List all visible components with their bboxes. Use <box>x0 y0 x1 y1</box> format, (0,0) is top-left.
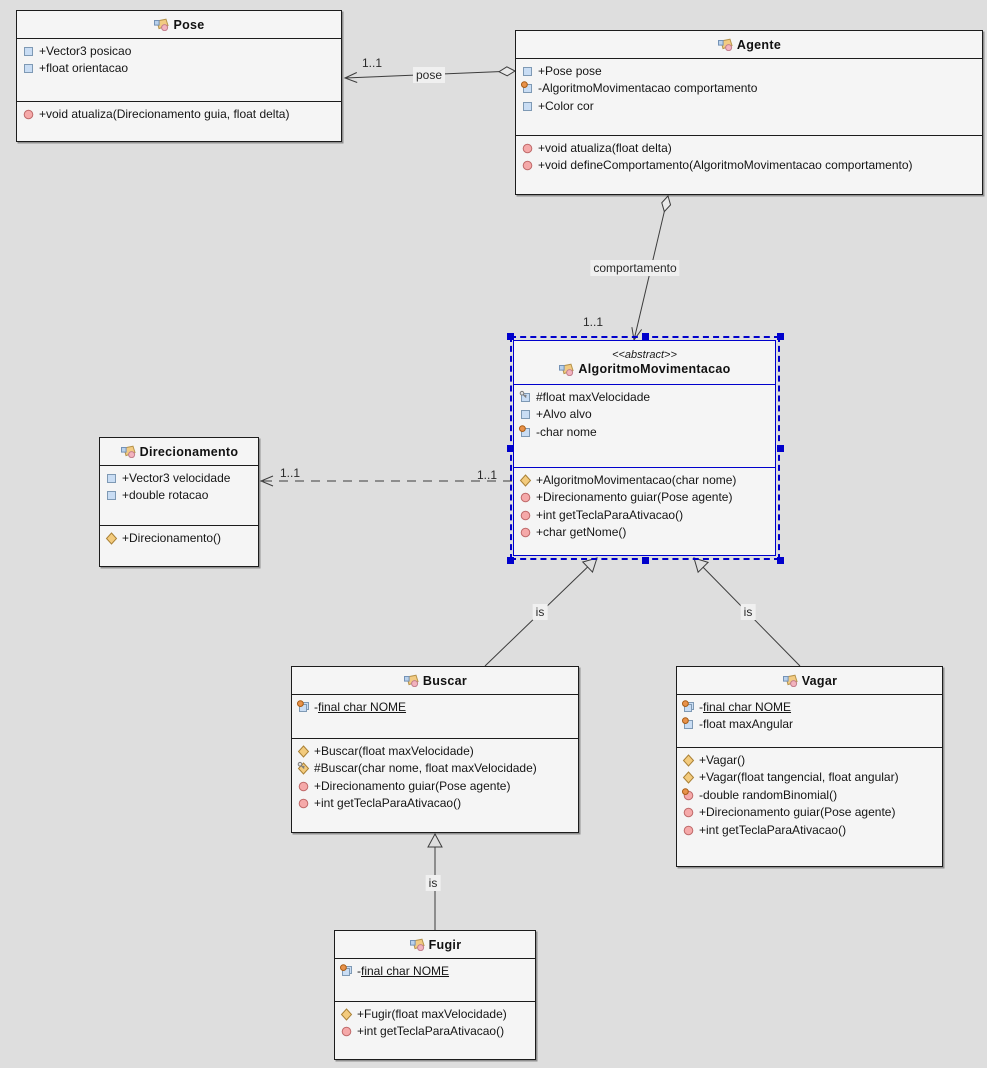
class-title-pose[interactable] <box>17 11 341 38</box>
attribute-row[interactable] <box>22 60 337 78</box>
member-text: #float maxVelocidade <box>536 389 651 404</box>
class-name: Agente <box>736 37 782 52</box>
selection-handle[interactable] <box>507 557 514 564</box>
class-title-direcionamento[interactable] <box>100 438 258 465</box>
edge-name-label[interactable]: pose <box>413 67 445 83</box>
attribute-row[interactable] <box>521 97 978 115</box>
selection-handle[interactable] <box>507 333 514 340</box>
class-icon <box>717 38 733 51</box>
attribute-section <box>335 958 535 1001</box>
selection-handle[interactable] <box>777 445 784 452</box>
attribute-row[interactable] <box>105 469 254 487</box>
member-text: -final char NOME <box>699 699 792 714</box>
method-section <box>677 747 942 866</box>
method-public-icon <box>521 141 534 155</box>
method-private-icon <box>682 788 695 802</box>
attribute-row[interactable] <box>340 962 531 980</box>
member-text: +void atualiza(float delta) <box>538 140 672 155</box>
member-text: +Direcionamento guiar(Pose agente) <box>314 778 511 793</box>
method-row[interactable] <box>297 777 574 795</box>
attribute-row[interactable] <box>521 62 978 80</box>
method-section <box>292 738 578 832</box>
method-row[interactable] <box>682 751 938 769</box>
method-public-icon <box>297 796 310 810</box>
method-row[interactable] <box>297 760 574 778</box>
field-private-icon <box>682 717 695 731</box>
class-name: Buscar <box>422 673 468 688</box>
multiplicity-label[interactable]: 1..1 <box>361 56 383 70</box>
constructor-public-icon <box>682 753 695 767</box>
attribute-section <box>677 694 942 747</box>
field-private-static-icon <box>340 964 353 978</box>
member-text: +int getTeclaParaAtivacao() <box>699 822 847 837</box>
constructor-public-icon <box>297 744 310 758</box>
member-text: +Direcionamento() <box>122 530 222 545</box>
method-public-icon <box>22 107 35 121</box>
class-icon <box>409 938 425 951</box>
class-name: Fugir <box>428 937 462 952</box>
member-text: +Buscar(float maxVelocidade) <box>314 743 474 758</box>
member-text: -double randomBinomial() <box>699 787 838 802</box>
selection-handle[interactable] <box>777 333 784 340</box>
edge-name-label[interactable]: is <box>533 604 548 620</box>
constructor-public-icon <box>682 770 695 784</box>
constructor-public-icon <box>105 531 118 545</box>
method-row[interactable] <box>521 157 978 175</box>
member-text: +Alvo alvo <box>536 407 592 422</box>
method-row[interactable] <box>682 786 938 804</box>
member-text: +Direcionamento guiar(Pose agente) <box>536 490 733 505</box>
stereotype-label: <<abstract>> <box>612 349 677 361</box>
multiplicity-label[interactable]: 1..1 <box>476 468 498 482</box>
field-public-icon <box>105 488 118 502</box>
attribute-section <box>100 465 258 525</box>
method-row[interactable] <box>297 795 574 813</box>
selection-handle[interactable] <box>642 333 649 340</box>
member-text: +Fugir(float maxVelocidade) <box>357 1006 507 1021</box>
class-name: Vagar <box>801 673 838 688</box>
class-title-buscar[interactable] <box>292 667 578 694</box>
class-box-vagar[interactable] <box>676 666 943 867</box>
member-text: +Vagar() <box>699 752 746 767</box>
attribute-row[interactable] <box>22 42 337 60</box>
member-text: +int getTeclaParaAtivacao() <box>357 1024 505 1039</box>
member-text: +int getTeclaParaAtivacao() <box>314 796 462 811</box>
selection-rect <box>510 336 780 560</box>
member-text: +int getTeclaParaAtivacao() <box>536 507 684 522</box>
selection-handle[interactable] <box>777 557 784 564</box>
field-public-icon <box>521 64 534 78</box>
class-icon <box>782 674 798 687</box>
attribute-row[interactable] <box>682 716 938 734</box>
member-text: +void atualiza(Direcionamento guia, float delta) <box>39 106 290 121</box>
member-text: -float maxAngular <box>699 717 794 732</box>
method-row[interactable] <box>105 529 254 547</box>
method-row[interactable] <box>340 1005 531 1023</box>
method-public-icon <box>297 779 310 793</box>
attribute-section <box>292 694 578 738</box>
member-text: +Direcionamento guiar(Pose agente) <box>699 805 896 820</box>
class-title-agente[interactable] <box>516 31 982 58</box>
attribute-row[interactable] <box>682 698 938 716</box>
member-text: +float orientacao <box>39 61 129 76</box>
field-private-icon <box>521 81 534 95</box>
method-section <box>516 135 982 194</box>
class-title-vagar[interactable] <box>677 667 942 694</box>
member-text: +char getNome() <box>536 525 627 540</box>
member-text: -AlgoritmoMovimentacao comportamento <box>538 81 758 96</box>
multiplicity-label[interactable]: 1..1 <box>279 466 301 480</box>
member-text: +Pose pose <box>538 63 602 78</box>
edge-name-label[interactable]: is <box>426 875 441 891</box>
attribute-row[interactable] <box>521 80 978 98</box>
method-row[interactable] <box>340 1023 531 1041</box>
selection-handle[interactable] <box>642 557 649 564</box>
field-public-icon <box>22 44 35 58</box>
class-icon <box>403 674 419 687</box>
field-public-icon <box>105 471 118 485</box>
multiplicity-label[interactable]: 1..1 <box>582 315 604 329</box>
method-public-icon <box>521 158 534 172</box>
selection-handle[interactable] <box>507 445 514 452</box>
member-text: -char nome <box>536 424 597 439</box>
member-text: #Buscar(char nome, float maxVelocidade) <box>314 761 537 776</box>
class-box-buscar[interactable] <box>291 666 579 833</box>
method-row[interactable] <box>682 804 938 822</box>
class-name: Direcionamento <box>139 444 239 459</box>
constructor-public-icon <box>340 1007 353 1021</box>
method-row[interactable] <box>682 769 938 787</box>
attribute-section <box>17 38 341 101</box>
constructor-protected-icon <box>297 761 310 775</box>
method-public-icon <box>682 823 695 837</box>
edge-name-label[interactable]: comportamento <box>590 260 679 276</box>
member-text: +double rotacao <box>122 488 209 503</box>
class-icon <box>153 18 169 31</box>
member-text: -final char NOME <box>357 963 450 978</box>
field-private-static-icon <box>297 700 310 714</box>
method-row[interactable] <box>297 742 574 760</box>
class-box-fugir[interactable] <box>334 930 536 1060</box>
member-text: +Color cor <box>538 98 594 113</box>
class-box-agente[interactable] <box>515 30 983 195</box>
member-text: +AlgoritmoMovimentacao(char nome) <box>536 472 737 487</box>
class-box-pose[interactable] <box>16 10 342 142</box>
method-row[interactable] <box>22 105 337 123</box>
method-public-icon <box>682 805 695 819</box>
class-name: AlgoritmoMovimentacao <box>578 362 731 376</box>
member-text: +void defineComportamento(AlgoritmoMovimentacao comportamento) <box>538 158 913 173</box>
method-row[interactable] <box>682 821 938 839</box>
class-title-fugir[interactable] <box>335 931 535 958</box>
attribute-row[interactable] <box>105 487 254 505</box>
class-icon <box>120 445 136 458</box>
member-text: +Vagar(float tangencial, float angular) <box>699 770 899 785</box>
edge-name-label[interactable]: is <box>741 604 756 620</box>
attribute-row[interactable] <box>297 698 574 716</box>
attribute-section <box>516 58 982 135</box>
method-section <box>17 101 341 141</box>
member-text: +Vector3 velocidade <box>122 470 231 485</box>
field-private-static-icon <box>682 700 695 714</box>
member-text: -final char NOME <box>314 699 407 714</box>
class-name: Pose <box>173 17 205 32</box>
method-row[interactable] <box>521 139 978 157</box>
method-public-icon <box>340 1024 353 1038</box>
field-public-icon <box>22 61 35 75</box>
method-section <box>335 1001 535 1059</box>
field-public-icon <box>521 99 534 113</box>
member-text: +Vector3 posicao <box>39 43 132 58</box>
method-section <box>100 525 258 566</box>
class-box-direcionamento[interactable] <box>99 437 259 567</box>
